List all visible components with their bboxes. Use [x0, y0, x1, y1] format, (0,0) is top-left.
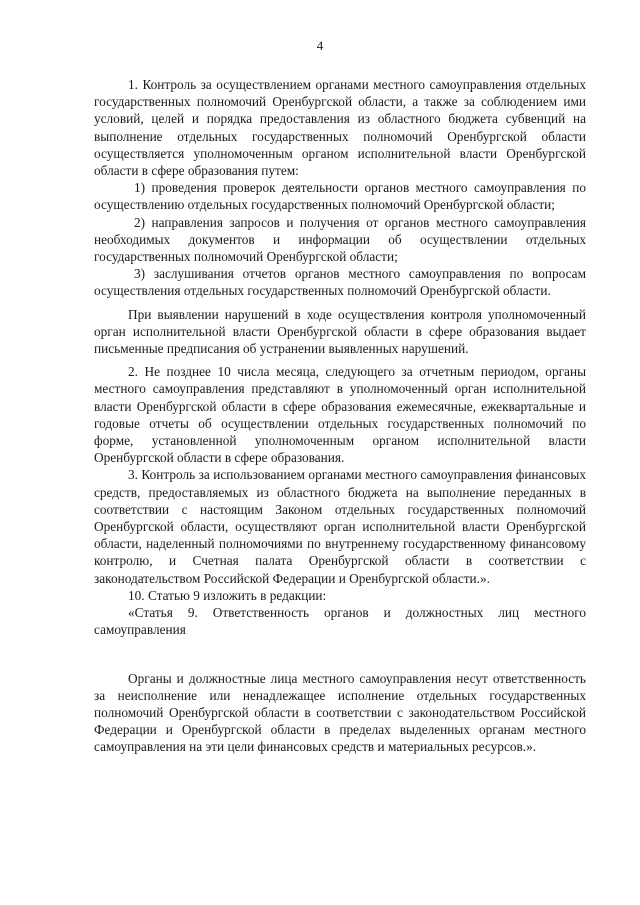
paragraph-amendment-10: 10. Статью 9 изложить в редакции: — [128, 587, 327, 603]
page-number: 4 — [316, 38, 324, 53]
article-9-text: Органы и должностные лица местного самоуправления несут ответственность за неисполнение или ненадлежащее исполнение отдельных государственных полномочий Оренбургской области в соответствии с законодательством Российской Федерации и Оренбургской области в пределах выделенных органам местного самоуправления на эти цели финансовых средств и материальных ресурсов.». — [94, 670, 586, 755]
document-body — [94, 76, 586, 756]
spacer — [94, 639, 586, 670]
article-9-heading: «Статья 9. Ответственность органов и должностных лиц местного самоуправления — [94, 605, 586, 638]
list-item-inspections: 1) проведения проверок деятельности органов местного самоуправления по осуществлению отдельных государственных полномочий Оренбургской области; — [94, 180, 586, 213]
list-item-reports: 3) заслушивания отчетов органов местного самоуправления по вопросам осуществления отдельных государственных полномочий Оренбургской области. — [94, 266, 586, 299]
paragraph-financial-control: 3. Контроль за использованием органами местного самоуправления финансовых средств, предоставляемых из областного бюджета на выполнение переданных в соответствии с настоящим Законом отдельных государственных полномочий Оренбургской области, осуществляют орган исполнительной власти Оренбургской области, наделенный полномочиями по внутреннему государственному финансовому контролю, и Счетная палата Оренбургской области в соответствии с законодательством Российской Федерации и Оренбургской области.». — [94, 467, 586, 586]
list-item-requests: 2) направления запросов и получения от органов местного самоуправления необходимых документов и информации об осуществлении отдельных государственных полномочий Оренбургской области; — [94, 214, 586, 265]
paragraph-control: 1. Контроль за осуществлением органами местного самоуправления отдельных государственных полномочий Оренбургской области, а также за соблюдением ими условий, целей и порядка предоставления из областного бюджета субвенций на выполнение отдельных государственных полномочий Оренбургской области осуществляется уполномоченным органом исполнительной власти Оренбургской области в сфере образования путем: — [94, 77, 586, 179]
paragraph-reporting-deadline: 2. Не позднее 10 числа месяца, следующего за отчетным периодом, органы местного самоуправления представляют в уполномоченный орган исполнительной власти Оренбургской области в сфере образования ежемесячные, ежеквартальные и годовые отчеты об осуществлении отдельных государственных полномочий по форме, установленной уполномоченным органом исполнительной власти Оренбургской области в сфере образования. — [94, 364, 586, 466]
paragraph-violations: При выявлении нарушений в ходе осуществления контроля уполномоченный орган исполнительной власти Оренбургской области в сфере образования выдает письменные предписания об устранении выявленных нарушений. — [94, 306, 586, 357]
